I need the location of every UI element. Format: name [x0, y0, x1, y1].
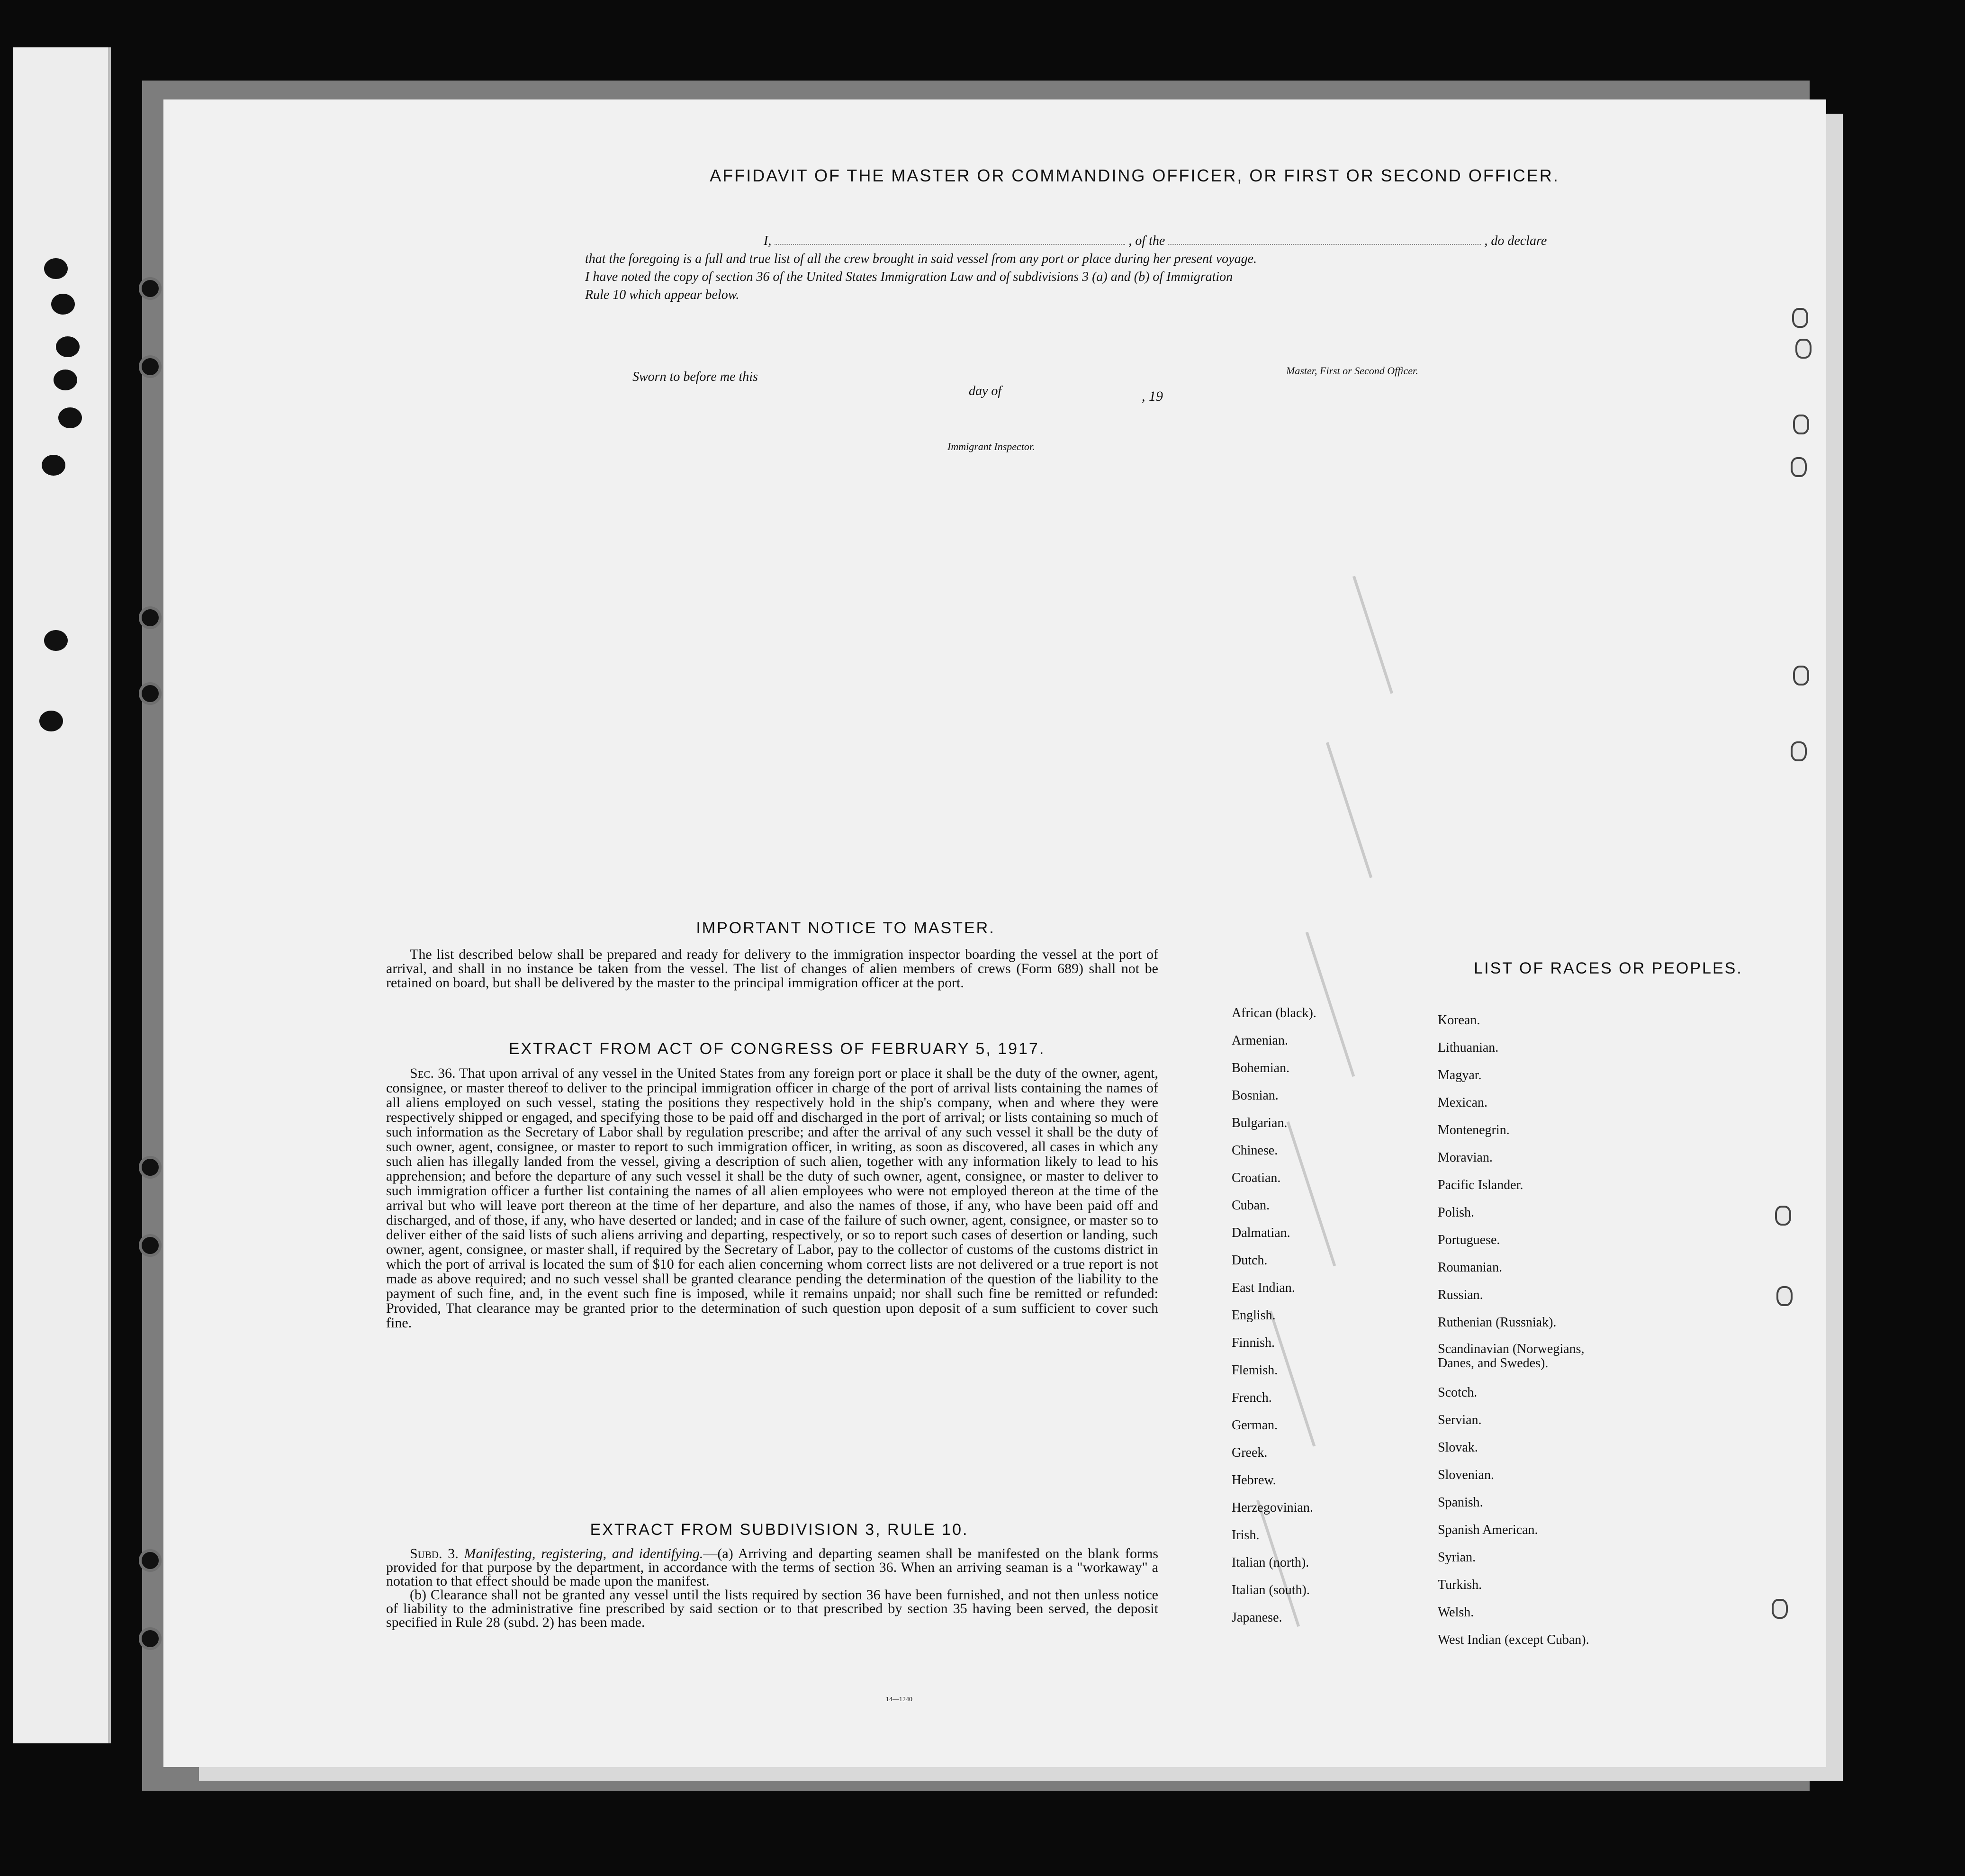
- race-item: Italian (north).: [1232, 1555, 1309, 1570]
- race-item: Slovenian.: [1438, 1468, 1494, 1482]
- race-item: Montenegrin.: [1438, 1123, 1510, 1137]
- race-item: Flemish.: [1232, 1363, 1278, 1378]
- subdivision-label: Subd. 3.: [410, 1546, 459, 1561]
- affidavit-line-2: that the foregoing is a full and true list of all the crew brought in said vessel from any port or place during her present voyage.: [585, 252, 1257, 266]
- race-item: Chinese.: [1232, 1143, 1278, 1158]
- race-item: French.: [1232, 1390, 1272, 1405]
- master-signature-label: Master, First or Second Officer.: [1286, 365, 1418, 377]
- year-label: , 19: [1142, 388, 1163, 404]
- race-item: Polish.: [1438, 1205, 1475, 1220]
- race-item: Servian.: [1438, 1413, 1482, 1427]
- section-36-text: [386, 1066, 1158, 1330]
- punch-hole: [1793, 415, 1809, 434]
- race-item: Croatian.: [1232, 1171, 1281, 1185]
- notice-body: The list described below shall be prepared and ready for delivery to the immigration inspector boarding the vessel at the port of arrival, and shall in no instance be taken from the vessel. The list of changes of alien members of crews (Form 689) shall not be retained on board, but shall be delivered by the master to the principal immigration officer at the port.: [386, 947, 1158, 991]
- subdivision-b: [386, 1588, 1158, 1629]
- subdivision-b-body: (b) Clearance shall not be granted any vessel until the lists required by section 36 have been furnished, and not then unless notice of liability to the administrative fine prescribed by said section or to that prescribed by section 35 having been served, the deposit specified in Rule 28 (subd. 2) has been made.: [386, 1587, 1158, 1630]
- race-item: Korean.: [1438, 1013, 1480, 1028]
- race-item: Roumanian.: [1438, 1260, 1503, 1275]
- race-item: Finnish.: [1232, 1335, 1275, 1350]
- race-item: Bulgarian.: [1232, 1116, 1288, 1130]
- affidavit-i: I,: [764, 234, 772, 248]
- binding-hole: [51, 294, 75, 315]
- binding-hole: [39, 711, 63, 731]
- punch-hole: [1795, 339, 1812, 359]
- race-item: Turkish.: [1438, 1578, 1482, 1592]
- race-item: Spanish American.: [1438, 1523, 1538, 1537]
- extract-act-title: EXTRACT FROM ACT OF CONGRESS OF FEBRUARY 5, 1917.: [508, 1040, 1046, 1058]
- subdivision-a-body: —(a) Arriving and departing seamen shall be manifested on the blank forms provided for that purpose by the department, in accordance with the terms of section 36. When an arriving seaman is a "workaway" a notation to that effect should be made upon the manifest.: [386, 1546, 1158, 1589]
- immigrant-inspector-label: Immigrant Inspector.: [947, 441, 1035, 452]
- race-item: Slovak.: [1438, 1440, 1478, 1455]
- affidavit-of-the: , of the: [1128, 234, 1165, 248]
- race-item: Scotch.: [1438, 1385, 1478, 1400]
- race-item: Hebrew.: [1232, 1473, 1276, 1488]
- day-of-label: day of: [969, 384, 1002, 398]
- binding-hole: [54, 370, 77, 390]
- faint-mark: [1326, 742, 1372, 878]
- race-item: African (black).: [1232, 1006, 1316, 1020]
- race-item: Mexican.: [1438, 1095, 1487, 1110]
- punch-hole: [139, 277, 162, 300]
- sworn-label: Sworn to before me this: [632, 370, 758, 384]
- races-column-2: [1438, 1007, 1618, 1654]
- binding-hole: [44, 258, 68, 279]
- punch-hole: [139, 1156, 162, 1179]
- affidavit-title: AFFIDAVIT OF THE MASTER OR COMMANDING OFFICER, OR FIRST OR SECOND OFFICER.: [710, 166, 1559, 185]
- race-item: West Indian (except Cuban).: [1438, 1632, 1589, 1647]
- punch-hole: [139, 682, 162, 705]
- race-item: Welsh.: [1438, 1605, 1474, 1620]
- race-item: Italian (south).: [1232, 1583, 1310, 1597]
- race-item: Russian.: [1438, 1288, 1483, 1302]
- punch-hole: [1772, 1599, 1788, 1619]
- race-item: Syrian.: [1438, 1550, 1476, 1565]
- races-column-1: [1232, 1000, 1316, 1632]
- extract-rule-title: EXTRACT FROM SUBDIVISION 3, RULE 10.: [590, 1521, 969, 1539]
- race-item: Moravian.: [1438, 1150, 1493, 1165]
- race-item: Ruthenian (Russniak).: [1438, 1315, 1557, 1330]
- race-item: Scandinavian (Norwegians, Danes, and Swedes).: [1438, 1342, 1585, 1371]
- affidavit-line-4: Rule 10 which appear below.: [585, 288, 739, 302]
- race-item: Bohemian.: [1232, 1061, 1290, 1075]
- punch-hole: [1791, 457, 1807, 477]
- punch-hole: [1776, 1286, 1793, 1306]
- affidavit-line-1: [585, 232, 1675, 250]
- race-item: Lithuanian.: [1438, 1040, 1499, 1055]
- subdivision-3-text: [386, 1547, 1158, 1629]
- affidavit-line-3: I have noted the copy of section 36 of the United States Immigration Law and of subdivisions 3 (a) and (b) of Immigration: [585, 270, 1233, 284]
- section-36-body: That upon arrival of any vessel in the United States from any foreign port or place it shall be the duty of the owner, agent, consignee, or master thereof to deliver to the principal immigration officer in charge of the port of arrival lists containing the names of all aliens employed on such vessel, stating the positions they respectively hold in the ship's company, when and where they were respectively shipped or engaged, and specifying those to be paid off and discharged in the port of arrival; or lists containing so much of such information as the Secretary of Labor shall by regulation prescribe; and after the arrival of any such vessel it shall be the duty of such owner, agent, consignee, or master to report to such immigration officer, in writing, as soon as discovered, all cases in which any such alien has illegally landed from the vessel, giving a description of such alien, together with any information likely to lead to his apprehension; and before the departure of any such vessel it shall be the duty of such owner, agent, consignee, or master to deliver to such immigration officer a further list containing the names of all alien employees who were not employed thereon at the time of the arrival but who will leave port thereon at the time of her departure, and also the names of those, if any, who have been paid off and discharged, and of those, if any, who have deserted or landed; and in case of the failure of such owner, agent, consignee, or master so to deliver either of the said lists of such aliens arriving and departing, respectively, or so to report such cases of desertion or landing, such owner, agent, consignee, or master shall, if required by the Secretary of Labor, pay to the collector of customs of the customs district in which the port of arrival is located the sum of $10 for each alien concerning whom correct lists are not delivered or a true report is not made as above required; and no such vessel shall be granted clearance pending the determination of the question of the liability to the payment of such fine, and, in the event such fine is imposed, while it remains unpaid; nor shall such fine be remitted or refunded: Provided, That clearance may be granted prior to the determination of such question upon deposit of a sum sufficient to cover such fine.: [386, 1065, 1158, 1331]
- binding-hole: [58, 407, 82, 428]
- punch-hole: [139, 1627, 162, 1650]
- binding-hole: [56, 336, 80, 357]
- notice-title: IMPORTANT NOTICE TO MASTER.: [696, 919, 995, 937]
- race-item: English.: [1232, 1308, 1276, 1323]
- subdivision-a: [386, 1547, 1158, 1588]
- punch-hole: [1793, 666, 1809, 685]
- race-item: Magyar.: [1438, 1068, 1482, 1082]
- race-item: Cuban.: [1232, 1198, 1270, 1213]
- race-item: Herzegovinian.: [1232, 1500, 1313, 1515]
- faint-mark: [1352, 576, 1393, 694]
- race-item: Dalmatian.: [1232, 1226, 1290, 1240]
- race-item: Armenian.: [1232, 1033, 1288, 1048]
- race-item: Irish.: [1232, 1528, 1260, 1542]
- race-item: Portuguese.: [1438, 1233, 1500, 1247]
- race-item: Bosnian.: [1232, 1088, 1279, 1103]
- form-number: 14—1240: [886, 1696, 912, 1703]
- races-title: LIST OF RACES OR PEOPLES.: [1474, 959, 1743, 977]
- punch-hole: [139, 1549, 162, 1572]
- document-page: [163, 99, 1826, 1767]
- binding-hole: [44, 630, 68, 651]
- race-item: Spanish.: [1438, 1495, 1483, 1510]
- subdivision-heading: Manifesting, registering, and identifying.: [464, 1546, 703, 1561]
- punch-hole: [1775, 1206, 1791, 1226]
- race-item: Dutch.: [1232, 1253, 1268, 1268]
- race-item: Greek.: [1232, 1445, 1268, 1460]
- race-item: German.: [1232, 1418, 1278, 1433]
- punch-hole: [139, 355, 162, 378]
- section-36-label: Sec. 36.: [410, 1065, 456, 1081]
- notice-text: [386, 947, 1158, 990]
- affidavit-body: [585, 232, 1675, 304]
- binding-hole: [42, 455, 65, 476]
- punch-hole: [139, 1234, 162, 1257]
- punch-hole: [139, 606, 162, 629]
- race-item: Japanese.: [1232, 1610, 1282, 1625]
- punch-hole: [1791, 741, 1807, 761]
- binding-strip: [13, 47, 111, 1743]
- affidavit-do-declare: , do declare: [1484, 234, 1547, 248]
- punch-hole: [1792, 308, 1808, 328]
- race-item: East Indian.: [1232, 1281, 1295, 1295]
- race-item: Pacific Islander.: [1438, 1178, 1523, 1192]
